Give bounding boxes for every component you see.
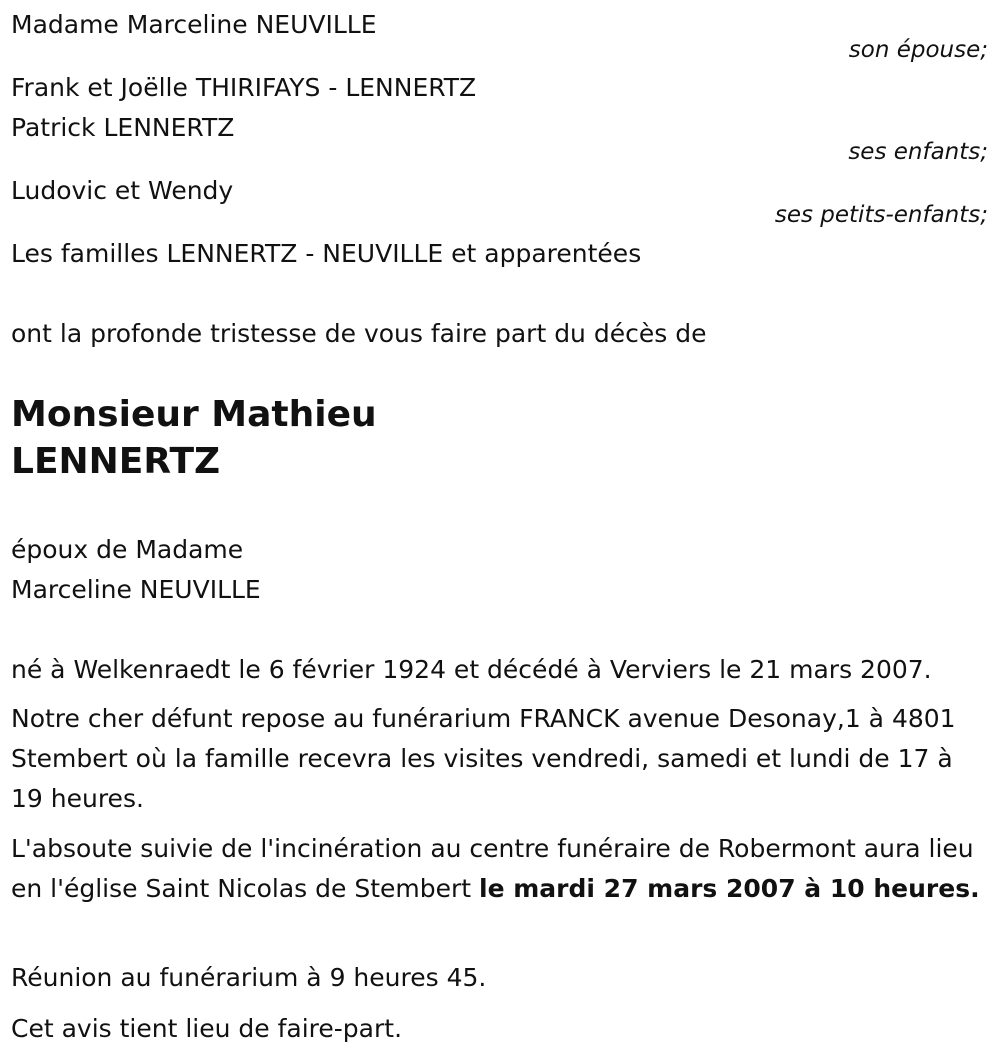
spouse-of-line-1: époux de Madame (11, 535, 244, 564)
spouse-role: son épouse; (848, 37, 988, 63)
closing-line: Cet avis tient lieu de faire-part. (11, 1014, 403, 1043)
children-role: ses enfants; (848, 139, 988, 165)
gathering-line: Réunion au funérarium à 9 heures 45. (11, 963, 487, 992)
ceremony-text: L'absoute suivie de l'incinération au centre funéraire de Robermont aura lieu en l'église Saint Nicolas de Stembert (11, 834, 974, 903)
child-name-2: Patrick LENNERTZ (11, 113, 235, 142)
grandchildren-names: Ludovic et Wendy (11, 176, 234, 205)
child-name-1: Frank et Joëlle THIRIFAYS - LENNERTZ (11, 73, 477, 102)
intro-line: ont la profonde tristesse de vous faire part du décès de (11, 319, 707, 348)
ceremony-date: le mardi 27 mars 2007 à 10 heures. (479, 874, 980, 903)
deceased-name-line-1: Monsieur Mathieu (11, 394, 377, 435)
families-line: Les familles LENNERTZ - NEUVILLE et apparentées (11, 239, 642, 268)
birth-death-line: né à Welkenraedt le 6 février 1924 et décédé à Verviers le 21 mars 2007. (11, 655, 932, 684)
deceased-name-line-2: LENNERTZ (11, 441, 221, 482)
spouse-of-line-2: Marceline NEUVILLE (11, 575, 261, 604)
grandchildren-role: ses petits-enfants; (774, 202, 988, 228)
spouse-name: Madame Marceline NEUVILLE (11, 10, 377, 39)
ceremony-paragraph (11, 829, 986, 909)
rest-notice-paragraph: Notre cher défunt repose au funérarium FRANCK avenue Desonay,1 à 4801 Stembert où la famille recevra les visites vendredi, samedi et lundi de 17 à 19 heures. (11, 704, 956, 813)
